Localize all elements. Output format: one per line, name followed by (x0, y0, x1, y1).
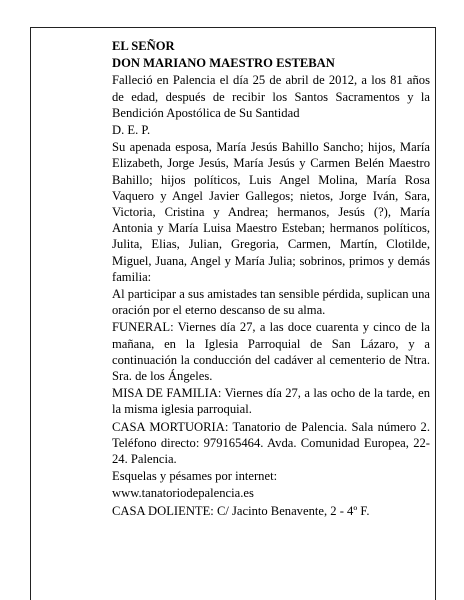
title-line: EL SEÑOR (112, 39, 175, 53)
rip-line: D. E. P. (112, 123, 151, 138)
family-list: Su apenada esposa, María Jesús Bahillo Sancho; hijos, María Elizabeth, Jorge Jesús, María Jesús y Carmen Belén Maestro Bahillo; hijos políticos, Luis Angel Molina, María Rosa Vaquero y Angel Javier Gallegos; nietos, Jorge Iván, Sara, Victoria, Cristina y Andrea; hermanos, Jesús (?), María Antonia y María Luisa Maestro Esteban; hermanos políticos, Julita, Elias, Julian, Gregoria, Carmen, Martín, Clotilde, Miguel, Juana, Angel y María Julia; sobrinos, primos y demás familia: (112, 140, 430, 284)
deceased-name: DON MARIANO MAESTRO ESTEBAN (112, 56, 335, 71)
prayer-request: Al participar a sus amistades tan sensible pérdida, suplican una oración por el eterno descanso de su alma. (112, 287, 430, 318)
mortuary-info: CASA MORTUORIA: Tanatorio de Palencia. Sala número 2. Teléfono directo: 979165464. Avda. Comunidad Europea, 22-24. Palencia. (112, 419, 430, 467)
obituary-notice (112, 38, 430, 520)
death-notice: Falleció en Palencia el día 25 de abril de 2012, a los 81 años de edad, después de recibir los Santos Sacramentos y la Bendición Apostólica de Su Santidad (112, 73, 430, 120)
funeral-info: FUNERAL: Viernes día 27, a las doce cuarenta y cinco de la mañana, en la Iglesia Parroquial de San Lázaro, y a continuación la conducción del cadáver al cementerio de Ntra. Sra. de los Ángeles. (112, 320, 430, 384)
family-mass-info: MISA DE FAMILIA: Viernes día 27, a las ocho de la tarde, en la misma iglesia parroquial. (112, 386, 430, 417)
condolences-url[interactable]: www.tanatoriodepalencia.es (112, 486, 254, 501)
condolences-intro: Esquelas y pésames por internet: (112, 469, 278, 484)
mourning-house-info: CASA DOLIENTE: C/ Jacinto Benavente, 2 - 4º F. (112, 503, 370, 518)
